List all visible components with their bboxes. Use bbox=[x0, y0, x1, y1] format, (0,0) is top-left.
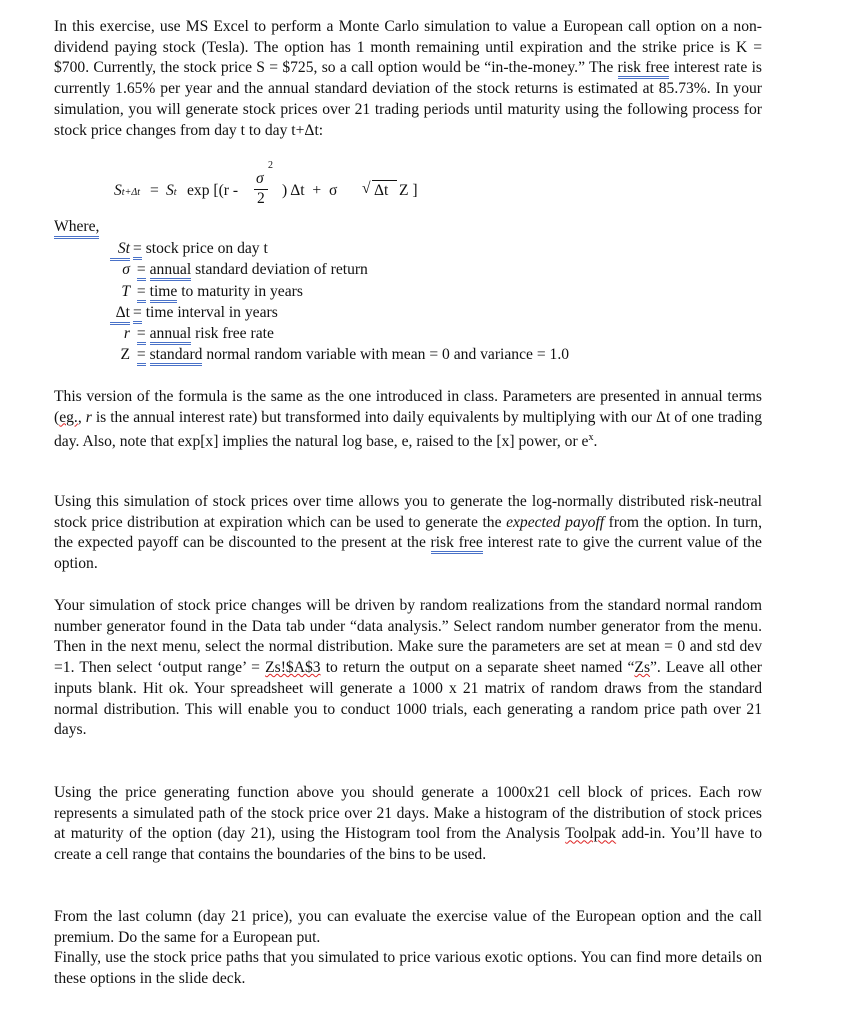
formula-sqrt-bar bbox=[372, 180, 397, 181]
formula-lhs: St+Δt bbox=[114, 182, 140, 199]
where-heading: Where, bbox=[54, 218, 99, 239]
intro-text-a: In this exercise, use MS Excel to perform a Monte Carlo simulation to value a European call option on a non-dividend paying stock (Tesla). The option has 1 month remaining until expiration and the strike price is K = $700. Currently, the stock price S = $725, so a call option would be “in-the-money.” The bbox=[54, 18, 762, 77]
expected-payoff-term: expected payoff bbox=[506, 513, 605, 531]
where-row-st: St = stock price on day t bbox=[110, 240, 268, 261]
where-row-z: Z = standard normal random variable with mean = 0 and variance = 1.0 bbox=[110, 346, 569, 364]
distribution-paragraph: Using this simulation of stock prices over time allows you to generate the log-normally distributed risk-neutral stock price distribution at expiration which can be used to generate the expected payoff from the option. In turn, the expected payoff can be discounted to the present at the risk free interest rate to give the current value of the option. bbox=[54, 493, 762, 573]
exercise-value-paragraph: From the last column (day 21 price), you can evaluate the exercise value of the European option and the call premium. Do the same for a European put. Finally, use the stock price paths that you simulated to price various exotic options. You can find more details on these options in the slide deck. bbox=[54, 908, 762, 988]
formula-sigma: σ bbox=[256, 170, 264, 187]
zs-sheet-name: Zs bbox=[634, 659, 651, 677]
where-row-sigma: σ = annual standard deviation of return bbox=[110, 261, 368, 279]
formula-equals: = bbox=[150, 182, 159, 199]
intro-text-b: interest rate is currently 1.65% per year and the annual standard deviation of the stock returns is estimated at 85.73%. In your simulation, you will generate stock prices over 21 trading periods until maturity using the following process for stock price changes from day t to day t+Δt: bbox=[54, 59, 762, 139]
formula-square: 2 bbox=[268, 160, 273, 171]
formula-dt-sigma: ) Δt + σ bbox=[282, 182, 338, 199]
histogram-paragraph: Using the price generating function above you should generate a 1000x21 cell block of prices. Each row represents a simulated path of the stock price over 21 days. Make a histogram of the distribution of stock prices at maturity of the option (day 21), using the Histogram tool from the Analysis Toolpak add-in. You’ll have to create a cell range that contains the boundaries of the bins to be used. bbox=[54, 784, 762, 864]
zs-output-range: Zs!$A$3 bbox=[265, 659, 321, 677]
formula-denominator: 2 bbox=[257, 190, 265, 207]
formula-note-paragraph: This version of the formula is the same as the one introduced in class. Parameters are presented in annual terms (eg., r is the annual interest rate) but transformed into daily equivalents by multiplying with our Δt of one trading day. Also, note that exp[x] implies the natural log base, e, raised to the [x] power, or $e^x$. bbox=[54, 388, 762, 451]
formula-sqrt-sign: √ bbox=[362, 180, 371, 197]
formula-z: Z ] bbox=[399, 182, 418, 199]
eg-abbrev: eg. bbox=[59, 408, 78, 426]
where-row-t: T = time to maturity in years bbox=[110, 283, 303, 301]
formula-st: St bbox=[166, 182, 177, 199]
formula-sqrt-body: Δt bbox=[374, 182, 389, 199]
toolpak-term: Toolpak bbox=[565, 825, 617, 843]
formula-exp: exp [(r - bbox=[187, 182, 239, 199]
formula-fraction-bar bbox=[254, 189, 268, 190]
where-row-dt: Δt = time interval in years bbox=[110, 304, 278, 325]
risk-free-term: risk free bbox=[618, 59, 670, 79]
risk-free-term-2: risk free bbox=[431, 534, 483, 554]
random-generator-paragraph: Your simulation of stock price changes will be driven by random realizations from the standard normal random number generator found in the Data tab under “data analysis.” Select random number generator from the menu. Then in the next menu, select the normal distribution. Make sure the parameters are set at mean = 0 and std dev =1. Then select ‘output range’ = Zs!$A$3 to return the output on a separate sheet named “Zs”. Leave all other inputs blank. Hit ok. Your spreadsheet will generate a 1000 x 21 matrix of random draws from the standard normal distribution. This will enable you to conduct 1000 trials, each generating a random price path over 21 days. bbox=[54, 597, 762, 739]
where-row-r: r = annual risk free rate bbox=[110, 325, 274, 343]
